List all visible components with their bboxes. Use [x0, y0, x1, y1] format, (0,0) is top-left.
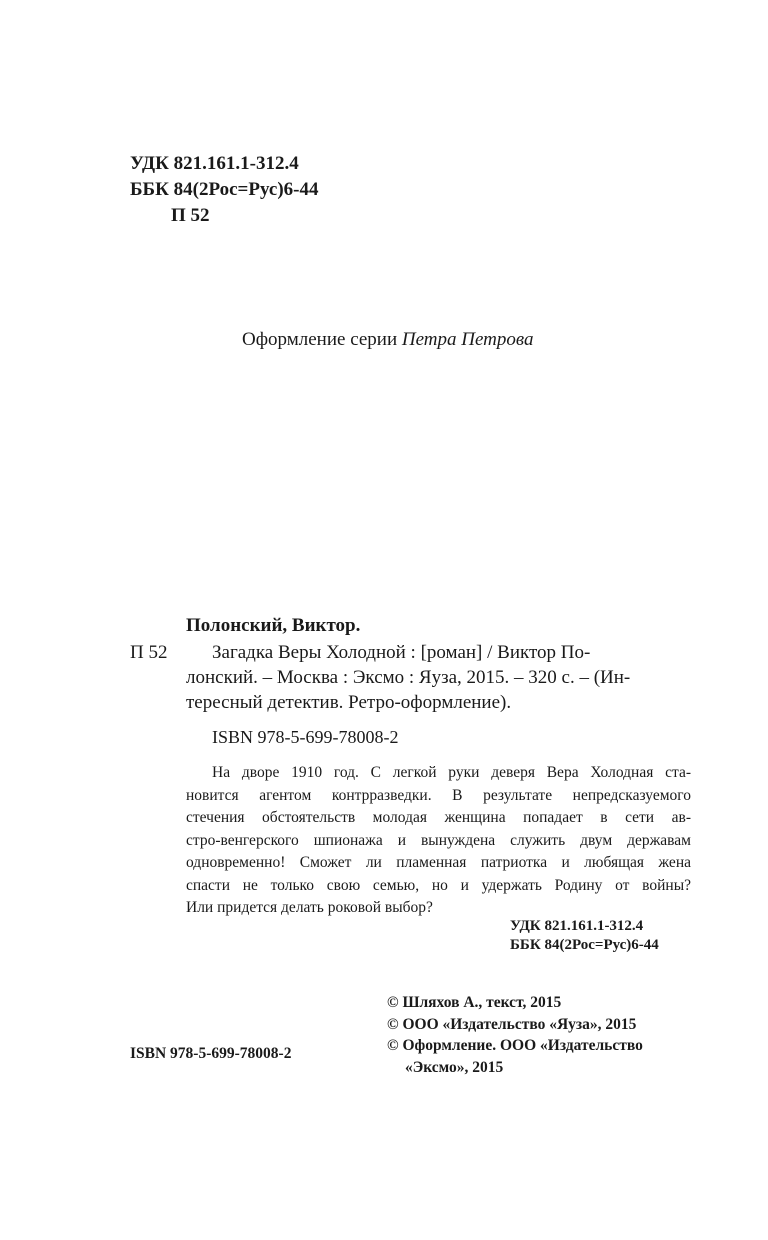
catalog-author-mark: П 52 [130, 642, 168, 663]
catalog-description-line: тересный детектив. Ретро-оформление). [186, 692, 512, 713]
series-design-artist: Петра Петрова [401, 329, 534, 350]
annotation-line: стечения обстоятельств молодая женщина попадает в сети ав- [186, 809, 691, 826]
catalog-isbn: ISBN 978-5-699-78008-2 [212, 727, 399, 747]
annotation-line: стро-венгерского шпионажа и вынуждена служить двум державам [186, 831, 691, 849]
annotation-line: спасти не только свою семью, но и удержать Родину от войны? [186, 876, 691, 894]
series-design-label: Оформление серии [242, 329, 398, 350]
annotation [186, 762, 691, 920]
copyright-block [387, 992, 643, 1078]
series-design-credit [242, 327, 534, 353]
author-mark: П 52 [171, 205, 210, 226]
copyright-line: © Оформление. ООО «Издательство [387, 1037, 643, 1054]
copyright-line: © ООО «Издательство «Яуза», 2015 [387, 1015, 637, 1033]
footer-isbn: ISBN 978-5-699-78008-2 [130, 1045, 292, 1062]
footer-udk-code: УДК 821.161.1-312.4 [510, 918, 644, 934]
catalog-description-line: лонский. – Москва : Эксмо : Яуза, 2015. – 320 с. – (Ин- [186, 667, 631, 688]
bbk-code: ББК 84(2Рос=Рус)6-44 [130, 179, 319, 200]
annotation-line: На дворе 1910 год. С легкой руки деверя Вера Холодная ста- [212, 764, 691, 781]
footer-bbk-code: ББК 84(2Рос=Рус)6-44 [510, 937, 659, 953]
catalog-description-line: Загадка Веры Холодной : [роман] / Виктор По- [212, 642, 591, 663]
copyright-line: «Эксмо», 2015 [405, 1058, 504, 1076]
annotation-line: Или придется делать роковой выбор? [186, 899, 433, 916]
annotation-line: одновременно! Сможет ли пламенная патриотка и любящая жена [186, 854, 691, 871]
catalog-author-heading: Полонский, Виктор. [186, 615, 361, 636]
udk-code: УДК 821.161.1-312.4 [130, 153, 299, 174]
copyright-line: © Шляхов А., текст, 2015 [387, 994, 562, 1011]
annotation-line: новится агентом контрразведки. В результате непредсказуемого [186, 786, 691, 804]
